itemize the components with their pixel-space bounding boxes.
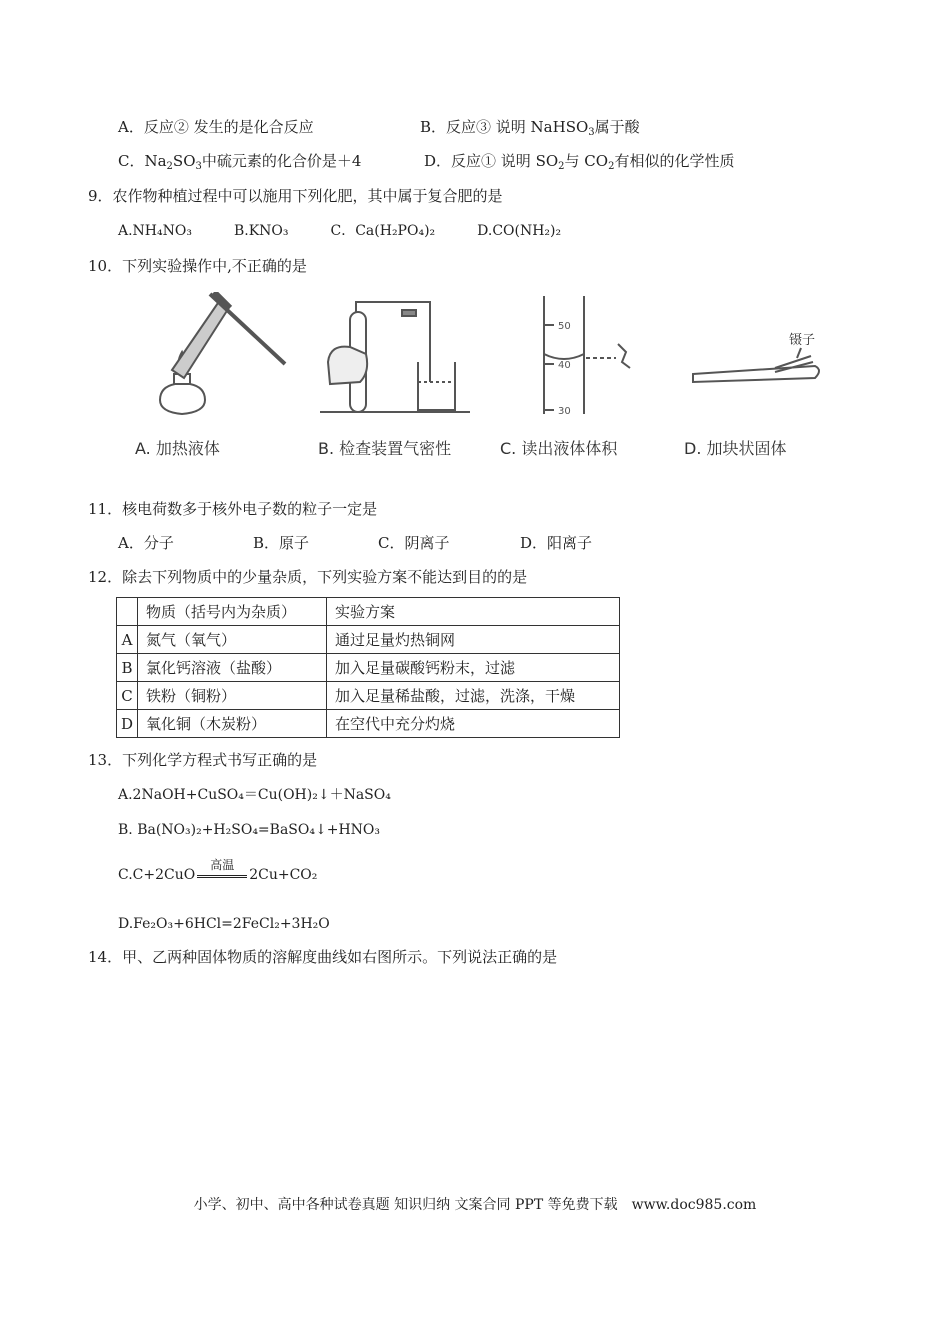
q13-option-b: B. Ba(NO₃)₂+H₂SO₄=BaSO₄↓+HNO₃ [118,822,380,838]
q14-stem: 14．甲、乙两种固体物质的溶解度曲线如右图所示。下列说法正确的是 [88,948,558,966]
figure-read-volume [530,292,660,427]
table-cell: B [117,654,138,682]
table-header-cell: 实验方案 [327,598,620,626]
q10-stem: 10．下列实验操作中,不正确的是 [88,257,307,275]
table-cell: 氯化钙溶液（盐酸） [138,654,327,682]
q12-stem: 12．除去下列物质中的少量杂质，下列实验方案不能达到目的的是 [88,568,528,586]
table-row [117,654,620,682]
table-cell: C [117,682,138,710]
table-cell: 加入足量碳酸钙粉末，过滤 [327,654,620,682]
table-cell: 氧化铜（木炭粉） [138,710,327,738]
q9-stem: 9．农作物种植过程中可以施用下列化肥，其中属于复合肥的是 [88,187,503,205]
figure-add-solid [685,292,835,427]
table-cell: 氮气（氧气） [138,626,327,654]
table-header-cell [117,598,138,626]
tweezers-label: 镊子 [789,333,816,348]
q13-option-d: D.Fe₂O₃+6HCl=2FeCl₂+3H₂O [118,916,330,932]
cylinder-tick-40: 40 [558,360,571,371]
caption-c: C. 读出液体体积 [500,439,618,458]
q8-option-a: A．反应② 发生的是化合反应 [118,118,314,136]
caption-b: B. 检查装置气密性 [318,439,452,458]
table-row [117,710,620,738]
table-cell: A [117,626,138,654]
figure-air-tightness [320,292,470,427]
q11-option-a: A．分子 [118,534,174,552]
q12-table [116,597,620,738]
table-cell: D [117,710,138,738]
q8-option-d: D．反应① 说明 $SO_2$与 $CO_2$有相似的化学性质 [424,152,735,172]
q13-option-c: C.C+2CuO 高温 2Cu+CO₂ [118,858,318,883]
caption-a: A. 加热液体 [135,439,220,458]
figure-heating-liquid [150,292,300,427]
table-cell: 加入足量稀盐酸，过滤，洗涤，干燥 [327,682,620,710]
q11-option-b: B．原子 [253,534,310,552]
q8-option-c: C．$Na_2SO_3$中硫元素的化合价是＋4 [118,152,362,172]
cylinder-tick-30: 30 [558,406,571,417]
q11-option-d: D．阳离子 [520,534,593,552]
table-header-row [117,598,620,626]
q11-stem: 11．核电荷数多于核外电子数的粒子一定是 [88,500,378,518]
q11-option-c: C．阴离子 [378,534,450,552]
caption-d: D. 加块状固体 [684,439,787,458]
table-cell: 在空代中充分灼烧 [327,710,620,738]
page-footer: 小学、初中、高中各种试卷真题 知识归纳 文案合同 PPT 等免费下载 www.doc985.com [193,1197,757,1213]
q13-stem: 13．下列化学方程式书写正确的是 [88,751,318,769]
table-cell: 铁粉（铜粉） [138,682,327,710]
table-row [117,626,620,654]
q9-options: A.NH₄NO₃ B.KNO₃ C．Ca(H₂PO₄)₂ D.CO(NH₂)₂ [118,223,562,239]
q8-option-b: B．反应③ 说明 NaHSO$_3$属于酸 [420,118,640,138]
table-row [117,682,620,710]
q13-option-a: A.2NaOH+CuSO₄＝Cu(OH)₂↓＋NaSO₄ [118,787,391,803]
table-header-cell: 物质（括号内为杂质） [138,598,327,626]
table-cell: 通过足量灼热铜网 [327,626,620,654]
cylinder-tick-50: 50 [558,321,571,332]
